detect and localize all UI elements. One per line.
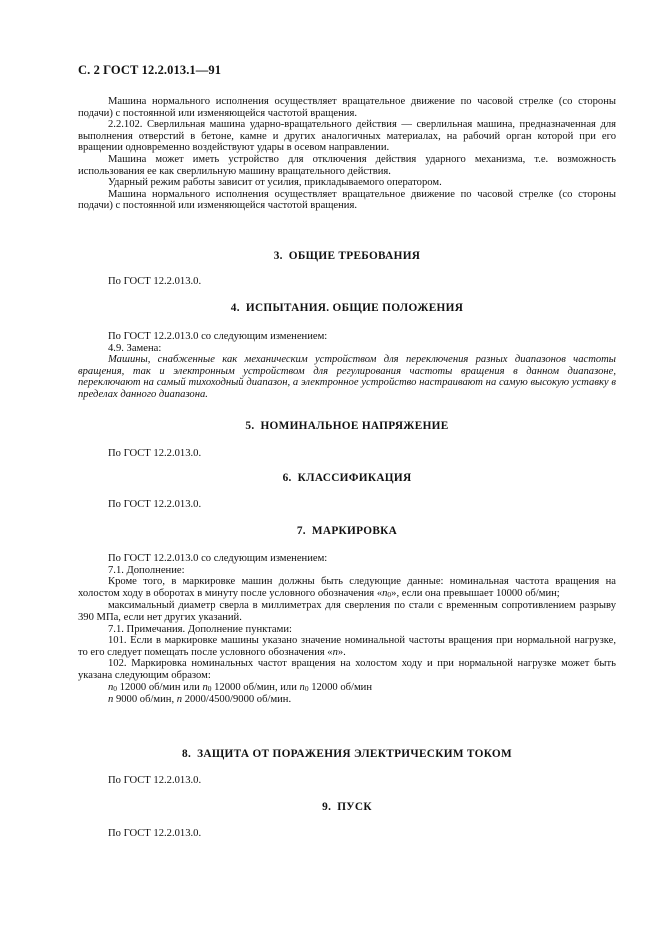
section-title: НОМИНАЛЬНОЕ НАПРЯЖЕНИЕ: [260, 420, 449, 432]
paragraph: По ГОСТ 12.2.013.0.: [108, 276, 202, 287]
section-title: МАРКИРОВКА: [311, 525, 398, 537]
paragraph: максимальный диаметр сверла в миллиметрах для сверления по стали с временным сопротивлением разрыву 390 МПа, если нет других указаний.: [78, 600, 616, 623]
paragraph: 7.1. Примечания. Дополнение пунктами:: [108, 623, 292, 635]
paragraph: По ГОСТ 12.2.013.0.: [108, 499, 202, 510]
section-number: 4.: [230, 302, 240, 314]
paragraph: 4.9. Замена:: [108, 342, 162, 354]
section-3-body: [78, 276, 616, 288]
section-number: 7.: [296, 525, 306, 537]
section-heading-4: [78, 302, 616, 314]
section-title: ЗАЩИТА ОТ ПОРАЖЕНИЯ ЭЛЕКТРИЧЕСКИМ ТОКОМ: [197, 748, 512, 760]
section-heading-9: [78, 801, 616, 813]
section-9-body: [78, 828, 616, 840]
paragraph: По ГОСТ 12.2.013.0 со следующим изменением:: [108, 331, 328, 342]
text-run: 12000 об/мин: [308, 681, 373, 693]
paragraph: [78, 635, 616, 658]
paragraph: По ГОСТ 12.2.013.0.: [108, 775, 202, 786]
paragraph: 2.2.102. Сверлильная машина ударно-вращательного действия — сверлильная машина, предназначенная для выполнения отверстий в бетоне, камне и других аналогичных материалах, на рабочий орган которой при его вращении одновременно воздействуют удары в осевом направлении.: [78, 119, 616, 154]
paragraph: Ударный режим работы зависит от усилия, прикладываемого оператором.: [108, 177, 442, 189]
subscript: 0: [387, 589, 392, 599]
text-run: ».: [337, 646, 346, 658]
paragraph: 7.1. Дополнение:: [108, 564, 185, 576]
section-4-body: [78, 331, 616, 401]
section-heading-8: [78, 748, 616, 760]
replacement-text: Машины, снабженные как механическим устройством для переключения разных диапазонов частоты вращения, так и электронным устройством для регулирования частоты вращения в данном диапазоне, переключают на самый тихоходный диапазон, а электронное устройство настраивают на самую высокую уставку в пределах данного диапазона.: [78, 354, 616, 400]
section-8-body: [78, 775, 616, 787]
paragraph: Машина может иметь устройство для отключения действия ударного механизма, т.е. возможность использования ее как сверлильную машину вращательного действия.: [78, 153, 616, 177]
section-title: ОБЩИЕ ТРЕБОВАНИЯ: [288, 250, 421, 262]
section-title: ПУСК: [337, 801, 372, 813]
section-title: КЛАССИФИКАЦИЯ: [297, 472, 412, 484]
intro-block: [78, 96, 616, 212]
section-number: 6.: [282, 472, 292, 484]
section-number: 9.: [322, 801, 332, 813]
section-6-body: [78, 499, 616, 511]
paragraph: По ГОСТ 12.2.013.0 со следующим изменением:: [108, 553, 328, 564]
symbol-n: n: [176, 694, 183, 706]
paragraph: Машина нормального исполнения осуществляет вращательное движение по часовой стрелке (со стороны подачи) с постоянной или изменяющейся частотой вращения.: [78, 188, 616, 212]
section-heading-5: [78, 420, 616, 432]
page-header: С. 2 ГОСТ 12.2.013.1—91: [78, 63, 222, 77]
section-number: 5.: [245, 420, 255, 432]
section-5-body: [78, 448, 616, 460]
paragraph: Машина нормального исполнения осуществляет вращательное движение по часовой стрелке (со стороны подачи) с постоянной или изменяющейся частотой вращения.: [78, 96, 616, 119]
text-run: 12000 об/мин, или: [211, 681, 300, 693]
symbol-n: n: [202, 681, 208, 693]
text-run: 12000 об/мин или: [117, 681, 203, 693]
example-line-2: [78, 694, 616, 706]
subscript: 0: [113, 683, 118, 693]
paragraph: 102. Маркировка номинальных частот вращения на холостом ходу и при нормальной нагрузке может быть указана следующим образом:: [78, 658, 616, 681]
paragraph: [78, 576, 616, 600]
paragraph: По ГОСТ 12.2.013.0.: [108, 448, 202, 459]
symbol-n: n: [332, 646, 338, 658]
example-line-1: [78, 682, 616, 695]
subscript: 0: [207, 683, 212, 693]
section-heading-3: [78, 250, 616, 262]
section-number: 8.: [182, 748, 192, 760]
section-heading-6: [78, 472, 616, 484]
symbol-n: n: [108, 694, 114, 706]
text-run: Кроме того, в маркировке машин должны быть следующие данные: номинальная частота вращения на холостом ходу в оборотах в минуту после условного обозначения «: [78, 576, 616, 599]
section-title: ИСПЫТАНИЯ. ОБЩИЕ ПОЛОЖЕНИЯ: [245, 302, 464, 314]
paragraph: По ГОСТ 12.2.013.0.: [108, 828, 202, 839]
subscript: 0: [304, 683, 309, 693]
section-7-body: [78, 553, 616, 706]
symbol-n: n: [299, 681, 305, 693]
section-heading-7: [78, 525, 616, 537]
text-run: 101. Если в маркировке машины указано значение номинальной частоты вращения при нормальной нагрузке, то его следует помещать после условного обозначения «: [78, 635, 616, 658]
text-run: », если она превышает 10000 об/мин;: [391, 587, 560, 599]
text-run: 2000/4500/9000 об/мин.: [182, 694, 292, 706]
text-run: 9000 об/мин,: [113, 694, 177, 706]
symbol-n: n: [382, 587, 388, 599]
section-number: 3.: [273, 250, 283, 262]
symbol-n: n: [108, 681, 114, 693]
